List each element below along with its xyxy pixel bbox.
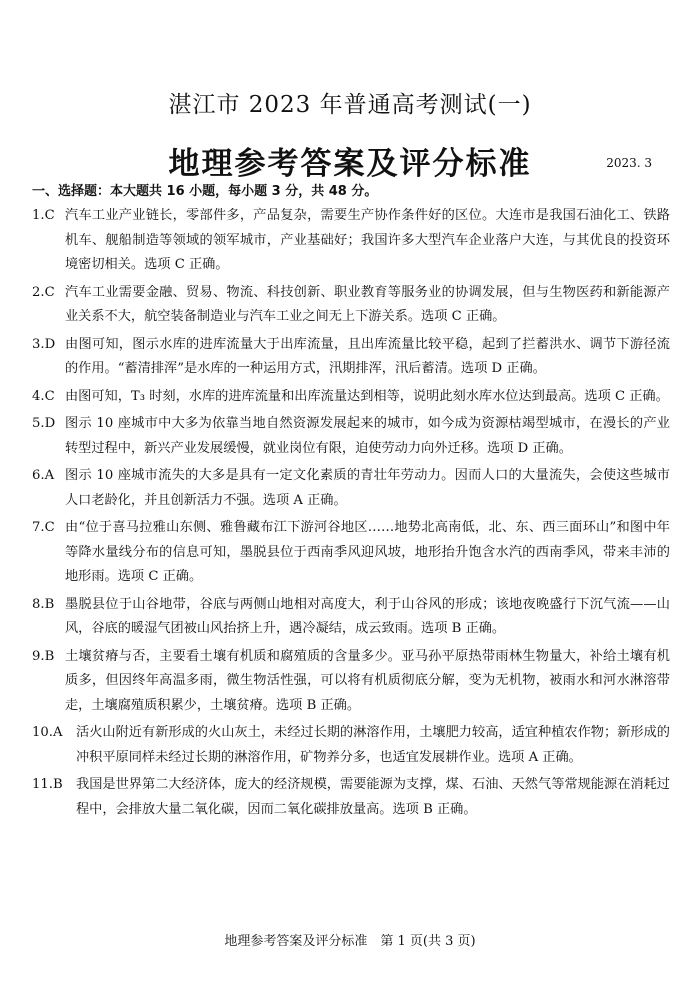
answer-number: 5. — [32, 416, 45, 431]
answer-explanation: 墨脱县位于山谷地带，谷底与两侧山地相对高度大，利于山谷风的形成；该地夜晚盛行下沉气流——山风，谷底的暖湿气团被山风抬挤上升，遇冷凝结，成云致雨。选项 B 正确。 — [65, 596, 670, 636]
answer-number: 10. — [32, 725, 53, 740]
answer-item-2 — [32, 281, 670, 330]
answer-item-3 — [32, 333, 670, 382]
answer-explanation: 我国是世界第二大经济体，庞大的经济规模，需要能源为支撑，煤、石油、天然气等常规能源在消耗过程中，会排放大量二氧化碳，因而二氧化碳排放量高。选项 B 正确。 — [76, 777, 670, 817]
answer-option: C — [44, 520, 55, 535]
answer-number: 4. — [32, 388, 45, 404]
answer-explanation: 图示 10 座城市流失的大多是具有一定文化素质的青壮年劳动力。因而人口的大量流失，会使这些城市人口老龄化，并且创新活力不强。选项 A 正确。 — [65, 468, 670, 508]
answer-explanation: 汽车工业需要金融、贸易、物流、科技创新、职业教育等服务业的协调发展，但与生物医药和新能源产业关系不大，航空装备制造业与汽车工业之间无上下游关系。选项 C 正确。 — [65, 284, 670, 324]
answer-item-8 — [32, 593, 670, 642]
answer-item-10 — [32, 721, 670, 770]
answer-item-9 — [32, 645, 670, 719]
answer-explanation: 由“位于喜马拉雅山东侧、雅鲁藏布江下游河谷地区……地势北高南低，北、东、西三面环山”和图中年等降水量线分布的信息可知，墨脱县位于西南季风迎风坡，地形抬升饱含水汽的西南季风，带来丰沛的地形雨。选项 C 正确。 — [65, 520, 670, 584]
answer-option: C — [44, 388, 55, 404]
answer-number: 1. — [32, 208, 45, 223]
section-heading: 一、选择题：本大题共 16 小题，每小题 3 分，共 48 分。 — [32, 184, 378, 199]
answer-item-4 — [32, 385, 670, 410]
answer-explanation: 由图可知，T₃ 时刻，水库的进库流量和出库流量达到相等，说明此刻水库水位达到最高。选项 C 正确。 — [65, 388, 669, 404]
answer-number: 8. — [32, 596, 45, 612]
answer-option: B — [44, 596, 55, 612]
answer-list — [32, 204, 670, 825]
answer-option: A — [52, 725, 63, 740]
answer-item-11 — [32, 773, 670, 822]
page-footer: 地理参考答案及评分标准 第 1 页(共 3 页) — [224, 934, 476, 949]
answer-option: B — [52, 777, 63, 792]
answer-option: C — [44, 284, 55, 300]
answer-explanation: 图示 10 座城市中大多为依靠当地自然资源发展起来的城市，如今成为资源枯竭型城市，在漫长的产业转型过程中，新兴产业发展缓慢，就业岗位有限，迫使劳动力向外迁移。选项 D 正确。 — [65, 416, 670, 456]
answer-explanation: 土壤贫瘠与否，主要看土壤有机质和腐殖质的含量多少。亚马孙平原热带雨林生物量大，补给土壤有机质多，但因终年高温多雨，微生物活性强，可以将有机质彻底分解，变为无机物，被雨水和河水淋溶带走，土壤腐殖质积累少，土壤贫瘠。选项 B 正确。 — [65, 648, 670, 713]
answer-explanation: 由图可知，图示水库的进库流量大于出库流量，且出库流量比较平稳，起到了拦蓄洪水、调节下游径流的作用。“蓄清排浑”是水库的一种运用方式，汛期排浑，汛后蓄清。选项 D 正确。 — [65, 336, 670, 376]
answer-option: A — [44, 468, 55, 483]
answer-item-6 — [32, 464, 670, 513]
answer-option: D — [44, 416, 56, 431]
answer-item-1 — [32, 204, 670, 278]
exam-title: 湛江市 2023 年普通高考测试(一) — [168, 92, 532, 118]
answer-explanation: 活火山附近有新形成的火山灰土，未经过长期的淋溶作用，土壤肥力较高，适宜种植农作物；新形成的冲积平原同样未经过长期的淋溶作用，矿物养分多，也适宜发展耕作业。选项 A 正确。 — [76, 725, 670, 765]
answer-number: 7. — [32, 520, 45, 535]
answer-number: 11. — [32, 777, 53, 792]
document-date: 2023. 3 — [606, 156, 652, 170]
answer-item-5 — [32, 412, 670, 461]
answer-option: C — [44, 208, 55, 223]
answer-number: 2. — [32, 284, 45, 300]
document-title: 地理参考答案及评分标准 — [168, 146, 532, 182]
answer-number: 3. — [32, 336, 45, 352]
answer-explanation: 汽车工业产业链长，零部件多，产品复杂，需要生产协作条件好的区位。大连市是我国石油化工、铁路机车、舰船制造等领域的领军城市，产业基础好；我国许多大型汽车企业落户大连，与其优良的投资环境密切相关。选项 C 正确。 — [65, 208, 670, 272]
answer-number: 6. — [32, 468, 45, 483]
answer-option: B — [44, 648, 55, 664]
answer-item-7 — [32, 516, 670, 590]
answer-option: D — [44, 336, 56, 352]
answer-number: 9. — [32, 648, 45, 664]
